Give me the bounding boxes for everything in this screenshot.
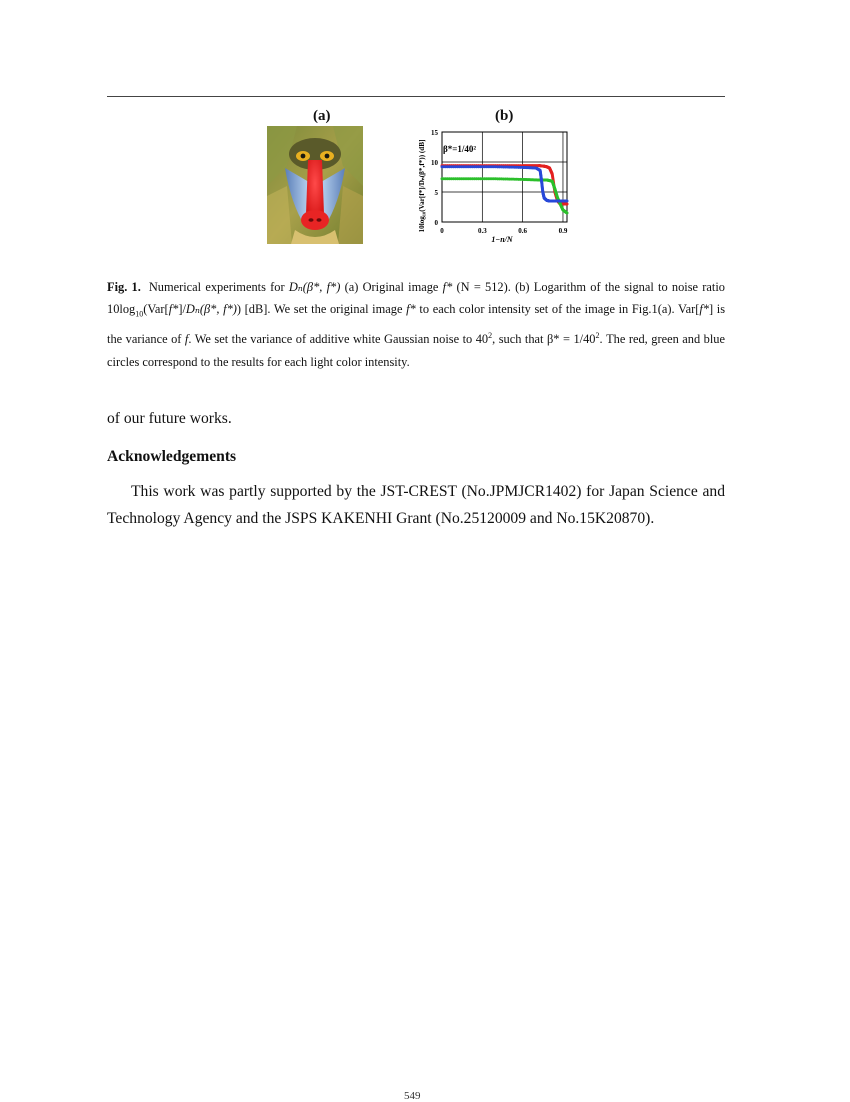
acknowledgements-heading: Acknowledgements	[107, 448, 237, 465]
caption-label: Fig. 1.	[107, 280, 141, 294]
mandrill-image	[267, 126, 363, 244]
y-tick-label: 10	[431, 159, 438, 167]
caption-text: ) [dB]. We set the original image	[236, 302, 407, 316]
panel-b-label: (b)	[495, 108, 514, 124]
f-star: f*	[699, 302, 709, 316]
y-axis-label: 10log₁₀(Var[f*]/Dₙ(β*,f*)) (dB]	[418, 139, 426, 233]
x-tick-label: 0.9	[558, 227, 568, 235]
subscript: 10	[135, 309, 144, 319]
body-paragraph-future: of our future works.	[107, 410, 232, 427]
d-function: Dₙ(β*, f*)	[185, 302, 237, 316]
superscript: 2	[488, 331, 493, 341]
x-axis-label: 1−n/N	[491, 235, 513, 244]
caption-text: , such that β* = 1/40	[492, 332, 596, 347]
caption-text: Numerical experiments for	[148, 280, 289, 294]
f-star: f*	[442, 280, 453, 294]
f-symbol: f	[184, 332, 189, 347]
caption-text: ]/	[178, 302, 186, 316]
data-point	[566, 212, 569, 215]
x-tick-label: 0.6	[518, 227, 528, 235]
series-1	[441, 177, 569, 214]
f-star: f*	[406, 302, 416, 316]
data-point	[566, 203, 569, 206]
beta-annotation: β*=1/40²	[443, 144, 477, 154]
superscript: 2	[595, 331, 600, 341]
header-rule	[107, 96, 725, 97]
caption-text: (a) Original image	[340, 280, 443, 294]
x-tick-label: 0	[440, 227, 444, 235]
caption-text: . We set the variance of additive white Gaussian noise to 40	[188, 332, 489, 347]
y-tick-label: 5	[434, 189, 438, 197]
figure-caption	[107, 276, 725, 373]
y-tick-label: 0	[434, 219, 438, 227]
y-tick-label: 15	[431, 129, 438, 137]
page-number: 549	[404, 1090, 421, 1102]
d-function: Dₙ(β*, f*)	[288, 280, 341, 294]
panel-a-label: (a)	[313, 108, 331, 124]
caption-text: to each color intensity set of the image in Fig.1(a). Var[	[415, 302, 700, 316]
acknowledgements-paragraph: This work was partly supported by the JST-CREST (No.JPMJCR1402) for Japan Science and Technology Agency and the JSPS KAKENHI Grant (No.25120009 and No.15K20870).	[107, 483, 725, 527]
caption-text: ] is the variance of	[107, 302, 726, 347]
caption-text: (Var[	[143, 302, 169, 316]
caption-text: (N = 512). (b) Logarithm of the signal to noise ratio 10log	[107, 280, 725, 316]
data-point	[566, 200, 569, 203]
series-0	[441, 164, 569, 205]
caption-text: . The red, green and blue circles correspond to the results for each light color intensity.	[107, 332, 725, 369]
x-tick-label: 0.3	[477, 227, 487, 235]
f-star: f*	[168, 302, 179, 316]
snr-chart	[412, 124, 582, 246]
